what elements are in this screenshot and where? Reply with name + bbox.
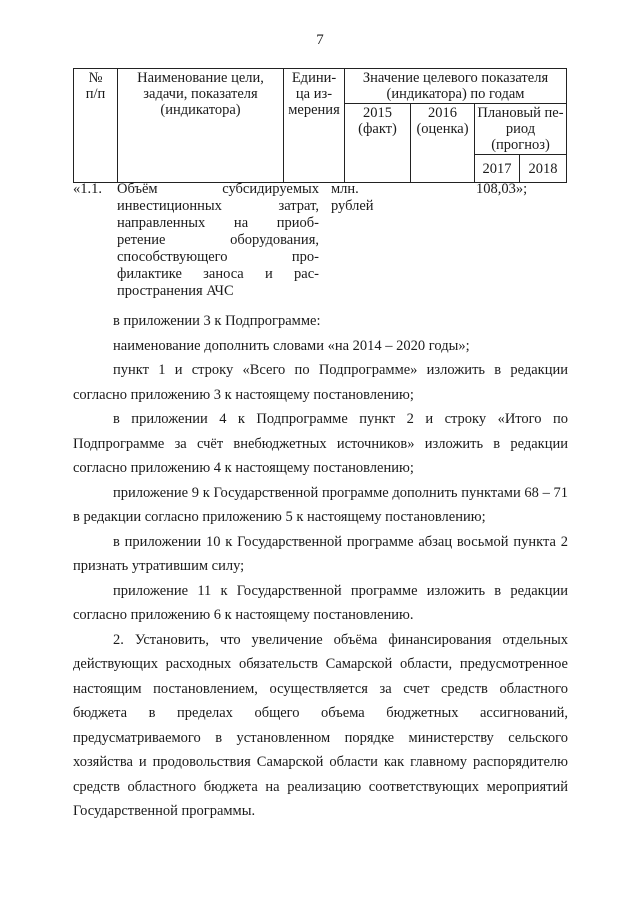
indicator-table	[73, 68, 567, 183]
header-num-cell	[74, 69, 118, 183]
header-unit-line2: ца из-	[295, 86, 333, 102]
row-indicator-name	[117, 181, 319, 300]
header-num-line1: №	[88, 70, 103, 86]
header-2017-cell: 2017	[475, 155, 520, 183]
header-name-cell	[118, 69, 284, 183]
row-unit-line2: рублей	[331, 198, 374, 214]
paragraph: в приложении 4 к Подпрограмме пункт 2 и строку «Итого по Подпрограмме за счёт внебюджетных источников» изложить в редакции согласно приложению 4 к настоящему постановлению;	[73, 411, 568, 476]
row-number: «1.1.	[73, 181, 102, 197]
header-name-line1: Наименование цели,	[137, 70, 264, 86]
header-value-line1: Значение целевого показателя	[362, 70, 549, 86]
row-name-line: Объём субсидируемых	[117, 181, 319, 197]
header-2016-note: (оценка)	[416, 121, 469, 137]
header-value-line2: (индикатора) по годам	[386, 86, 525, 102]
header-plan-line2: риод (прогноз)	[491, 121, 550, 153]
header-unit-line3: мерения	[288, 102, 340, 118]
header-plan-cell	[475, 104, 567, 155]
paragraph: приложение 11 к Государственной программе изложить в редакции согласно приложению 6 к настоящему постановлению.	[73, 582, 568, 623]
paragraph: пункт 1 и строку «Всего по Подпрограмме» изложить в редакции согласно приложению 3 к настоящему постановлению;	[73, 362, 568, 403]
row-name-line: направленных на приоб-	[117, 215, 319, 231]
header-2018-cell: 2018	[520, 155, 567, 183]
row-name-line: пространения АЧС	[117, 283, 234, 299]
header-2015-note: (факт)	[358, 121, 397, 137]
header-unit-line1: Едини-	[291, 70, 337, 86]
header-plan-line1: Плановый пе-	[477, 105, 564, 121]
header-2015-cell	[345, 104, 411, 183]
document-body	[73, 309, 568, 824]
row-name-line: филактике заноса и рас-	[117, 266, 319, 282]
header-unit-cell	[284, 69, 345, 183]
row-name-line: инвестиционных затрат,	[117, 198, 319, 214]
indicator-row	[73, 181, 573, 301]
header-name-line2: задачи, показателя	[143, 86, 258, 102]
paragraph: в приложении 3 к Подпрограмме:	[113, 313, 321, 329]
header-num-line2: п/п	[85, 86, 106, 102]
header-2015-year: 2015	[363, 105, 392, 121]
header-value-cell	[345, 69, 567, 104]
paragraph: приложение 9 к Государственной программе дополнить пунктами 68 – 71 в редакции согласно приложению 5 к настоящему постановлению;	[73, 484, 568, 525]
paragraph: в приложении 10 к Государственной программе абзац восьмой пункта 2 признать утратившим силу;	[73, 533, 568, 574]
row-unit-line1: млн.	[331, 181, 359, 197]
paragraph: наименование дополнить словами «на 2014 – 2020 годы»;	[113, 337, 470, 354]
row-value-2015: 108,03»;	[476, 181, 528, 197]
row-name-line: способствующего про-	[117, 249, 319, 265]
row-unit	[331, 181, 391, 215]
header-2016-cell	[411, 104, 475, 183]
header-name-line3: (индикатора)	[160, 102, 241, 118]
row-name-line: ретение оборудования,	[117, 232, 319, 248]
header-2016-year: 2016	[428, 105, 457, 121]
page-number: 7	[316, 32, 324, 48]
paragraph: 2. Установить, что увеличение объёма финансирования отдельных действующих расходных обязательств Самарской области, предусмотренное настоящим постановлением, осуществляется за счет средств областного бюджета в пределах общего объема бюджетных ассигнований, предусматриваемого в установленном порядке министерству сельского хозяйства и продовольствия Самарской области как главному распорядителю средств областного бюджета на реализацию соответствующих мероприятий Государственной программы.	[73, 631, 568, 819]
